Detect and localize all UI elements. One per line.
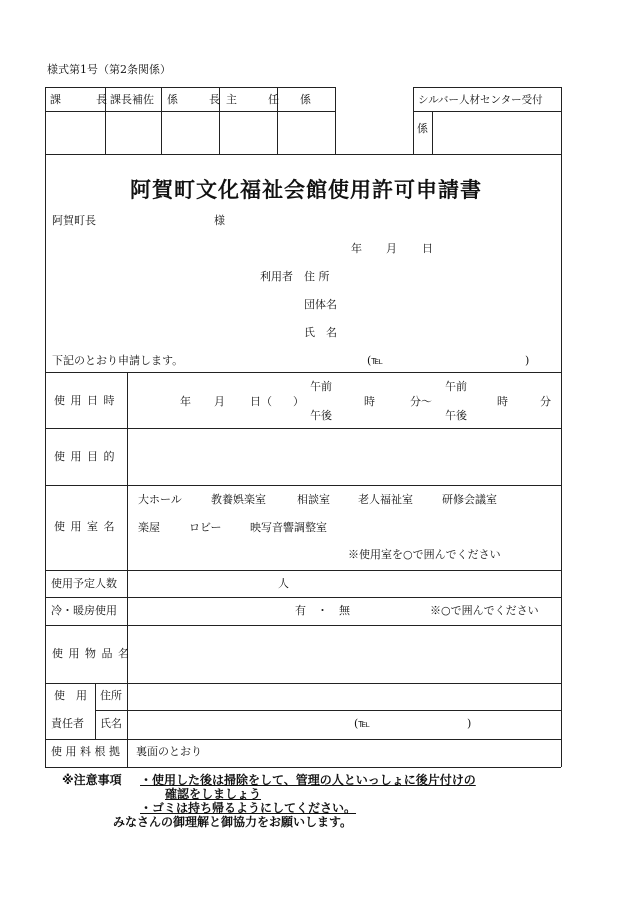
approval-header-shunin: 主 任 <box>226 93 289 106</box>
notes-line-1: ・使用した後は掃除をして、管理の人といっしょに後片付けの <box>140 773 476 787</box>
form-top-border <box>45 154 561 155</box>
date-year: 年 <box>351 242 362 255</box>
datetime-start-pm: 午後 <box>310 409 332 422</box>
label-column-divider <box>127 372 128 767</box>
room-option: 映写音響調整室 <box>250 521 327 534</box>
form-number: 様式第1号（第2条関係） <box>47 63 171 76</box>
applicant-address-label: 住 所 <box>304 270 330 283</box>
notes-line-2: 確認をしましょう <box>165 787 262 801</box>
approval-header-hosa: 課長補佐 <box>110 93 154 106</box>
rooms-label: 使 用 室 名 <box>54 520 116 533</box>
datetime-end-hour: 時 <box>497 395 508 408</box>
center-label: シルバー人材センター受付 <box>418 94 543 106</box>
aircon-label: 冷・暖房使用 <box>51 604 117 617</box>
fee-value: 裏面のとおり <box>136 745 202 758</box>
form-bottom-border <box>45 767 561 768</box>
approval-border <box>45 87 46 154</box>
row-line-fee <box>45 739 561 740</box>
approval-header-kakari: 係 <box>300 93 311 106</box>
approval-mid-line <box>45 111 335 112</box>
datetime-day: 日（ <box>250 395 272 408</box>
aircon-options: 有 ・ 無 <box>295 604 350 617</box>
datetime-label: 使 用 日 時 <box>54 394 116 407</box>
responsible-address-label: 住所 <box>100 689 122 702</box>
row-line-aircon <box>45 597 561 598</box>
row-line-people <box>45 570 561 571</box>
applicant-group-label: 団体名 <box>304 298 337 311</box>
row-line-responsible-mid <box>95 710 561 711</box>
row-line-rooms <box>45 485 561 486</box>
approval-header-kacho: 課 長 <box>50 93 119 106</box>
datetime-end-minute: 分 <box>540 395 551 408</box>
fee-label: 使 用 料 根 拠 <box>51 745 120 758</box>
applicant-name-label: 氏 名 <box>304 326 337 339</box>
datetime-end-am: 午前 <box>445 380 467 393</box>
notes-label: ※注意事項 <box>62 773 122 787</box>
responsible-label-top: 使 用 <box>54 689 87 702</box>
center-top-line <box>413 87 561 88</box>
form-title: 阿賀町文化福祉会館使用許可申請書 <box>130 177 482 202</box>
datetime-year: 年 <box>180 395 191 408</box>
datetime-weekday-close: ） <box>293 395 304 408</box>
rooms-note: ※使用室を○で囲んでください <box>348 548 501 561</box>
applicant-tel-close: ) <box>525 354 530 367</box>
responsible-label-bottom: 責任者 <box>51 717 84 730</box>
approval-header-kakaricho: 係 長 <box>167 93 230 106</box>
applicant-tel-label: (℡ <box>367 354 384 367</box>
form-right-border <box>561 154 562 767</box>
row-line-purpose <box>45 428 561 429</box>
people-unit: 人 <box>278 577 289 590</box>
room-option: 大ホール <box>138 493 182 506</box>
responsible-tel-close: ) <box>467 717 472 730</box>
room-option: 老人福祉室 <box>358 493 413 506</box>
notes-line-3: ・ゴミは持ち帰るようにしてください。 <box>140 801 357 815</box>
date-day: 日 <box>422 242 433 255</box>
datetime-month: 月 <box>214 395 225 408</box>
date-month: 月 <box>386 242 397 255</box>
aircon-note: ※○で囲んでください <box>430 604 539 617</box>
responsible-name-label: 氏名 <box>100 717 122 730</box>
purpose-label: 使 用 目 的 <box>54 450 116 463</box>
notes-line-4: みなさんの御理解と御協力をお願いします。 <box>113 815 353 829</box>
room-option: 教養娯楽室 <box>211 493 266 506</box>
applicant-user-label: 利用者 <box>260 270 293 283</box>
approval-top-line <box>45 87 335 88</box>
row-line-datetime <box>45 372 561 373</box>
people-label: 使用予定人数 <box>51 577 117 590</box>
items-label: 使 用 物 品 名 <box>52 647 130 660</box>
row-line-items <box>45 625 561 626</box>
center-sub-label: 係 <box>417 122 428 135</box>
responsible-sub-divider <box>95 683 96 739</box>
datetime-start-am: 午前 <box>310 380 332 393</box>
responsible-tel-label: (℡ <box>354 717 371 730</box>
datetime-start-minute: 分〜 <box>410 395 432 408</box>
datetime-start-hour: 時 <box>364 395 375 408</box>
form-left-border <box>45 154 46 767</box>
room-option: 相談室 <box>297 493 330 506</box>
addressee-honorific: 様 <box>214 214 225 227</box>
room-option: 楽屋 <box>138 521 160 534</box>
addressee: 阿賀町長 <box>52 214 96 227</box>
room-option: 研修会議室 <box>442 493 497 506</box>
row-line-responsible <box>45 683 561 684</box>
room-option: ロビー <box>189 521 222 534</box>
request-text: 下記のとおり申請します。 <box>52 354 184 367</box>
datetime-end-pm: 午後 <box>445 409 467 422</box>
